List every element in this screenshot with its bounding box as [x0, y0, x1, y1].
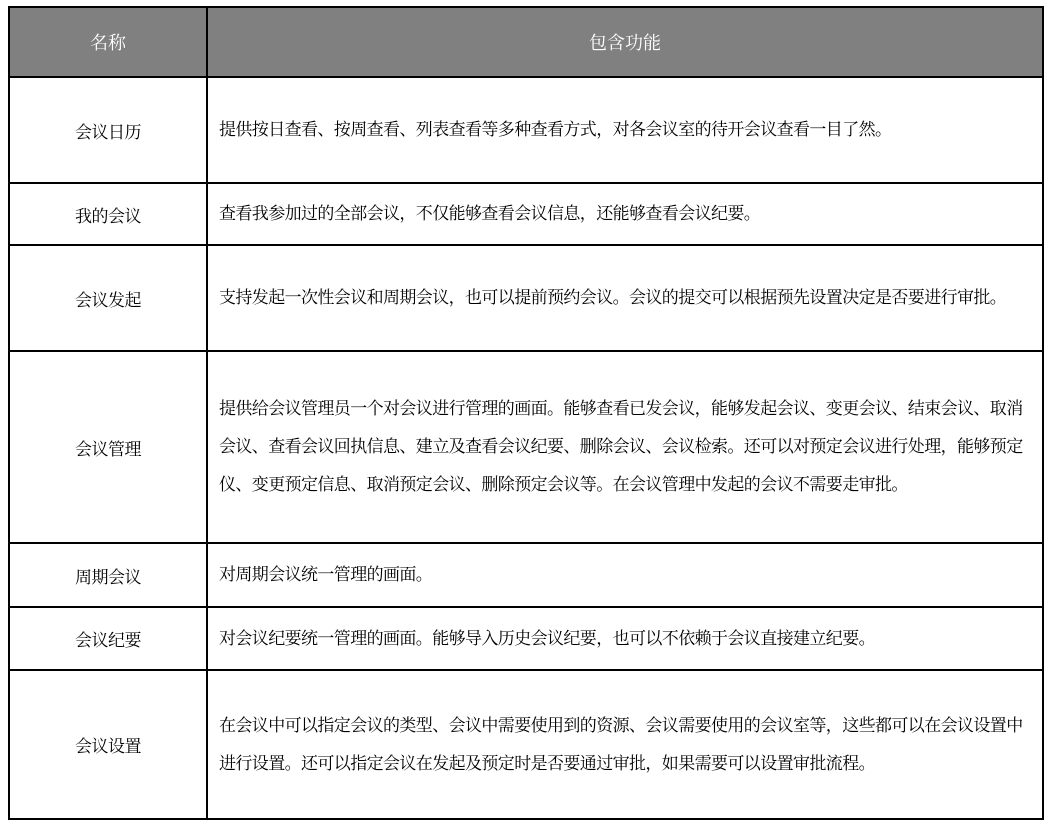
table-row [9, 77, 1043, 183]
feature-description: 查看我参加过的全部会议，不仅能够查看会议信息，还能够查看会议纪要。 [207, 183, 1043, 245]
header-name: 名称 [9, 7, 207, 77]
meeting-feature-table [8, 6, 1044, 820]
table-header-row [9, 7, 1043, 77]
feature-description: 支持发起一次性会议和周期会议，也可以提前预约会议。会议的提交可以根据预先设置决定是否要进行审批。 [207, 245, 1043, 351]
table-row [9, 351, 1043, 543]
feature-description: 提供给会议管理员一个对会议进行管理的画面。能够查看已发会议，能够发起会议、变更会议、结束会议、取消会议、查看会议回执信息、建立及查看会议纪要、删除会议、会议检索。还可以对预定会议进行处理，能够预定仪、变更预定信息、取消预定会议、删除预定会议等。在会议管理中发起的会议不需要走审批。 [207, 351, 1043, 543]
feature-name: 会议设置 [9, 670, 207, 819]
feature-description: 提供按日查看、按周查看、列表查看等多种查看方式，对各会议室的待开会议查看一目了然。 [207, 77, 1043, 183]
table-row [9, 670, 1043, 819]
table-row [9, 183, 1043, 245]
feature-name: 会议日历 [9, 77, 207, 183]
table-row [9, 245, 1043, 351]
table-row [9, 543, 1043, 607]
feature-description: 在会议中可以指定会议的类型、会议中需要使用到的资源、会议需要使用的会议室等，这些都可以在会议设置中进行设置。还可以指定会议在发起及预定时是否要通过审批，如果需要可以设置审批流程。 [207, 670, 1043, 819]
header-features: 包含功能 [207, 7, 1043, 77]
feature-name: 会议纪要 [9, 607, 207, 670]
feature-name: 会议管理 [9, 351, 207, 543]
feature-name: 我的会议 [9, 183, 207, 245]
feature-description: 对会议纪要统一管理的画面。能够导入历史会议纪要，也可以不依赖于会议直接建立纪要。 [207, 607, 1043, 670]
feature-name: 会议发起 [9, 245, 207, 351]
feature-name: 周期会议 [9, 543, 207, 607]
table-row [9, 607, 1043, 670]
feature-description: 对周期会议统一管理的画面。 [207, 543, 1043, 607]
